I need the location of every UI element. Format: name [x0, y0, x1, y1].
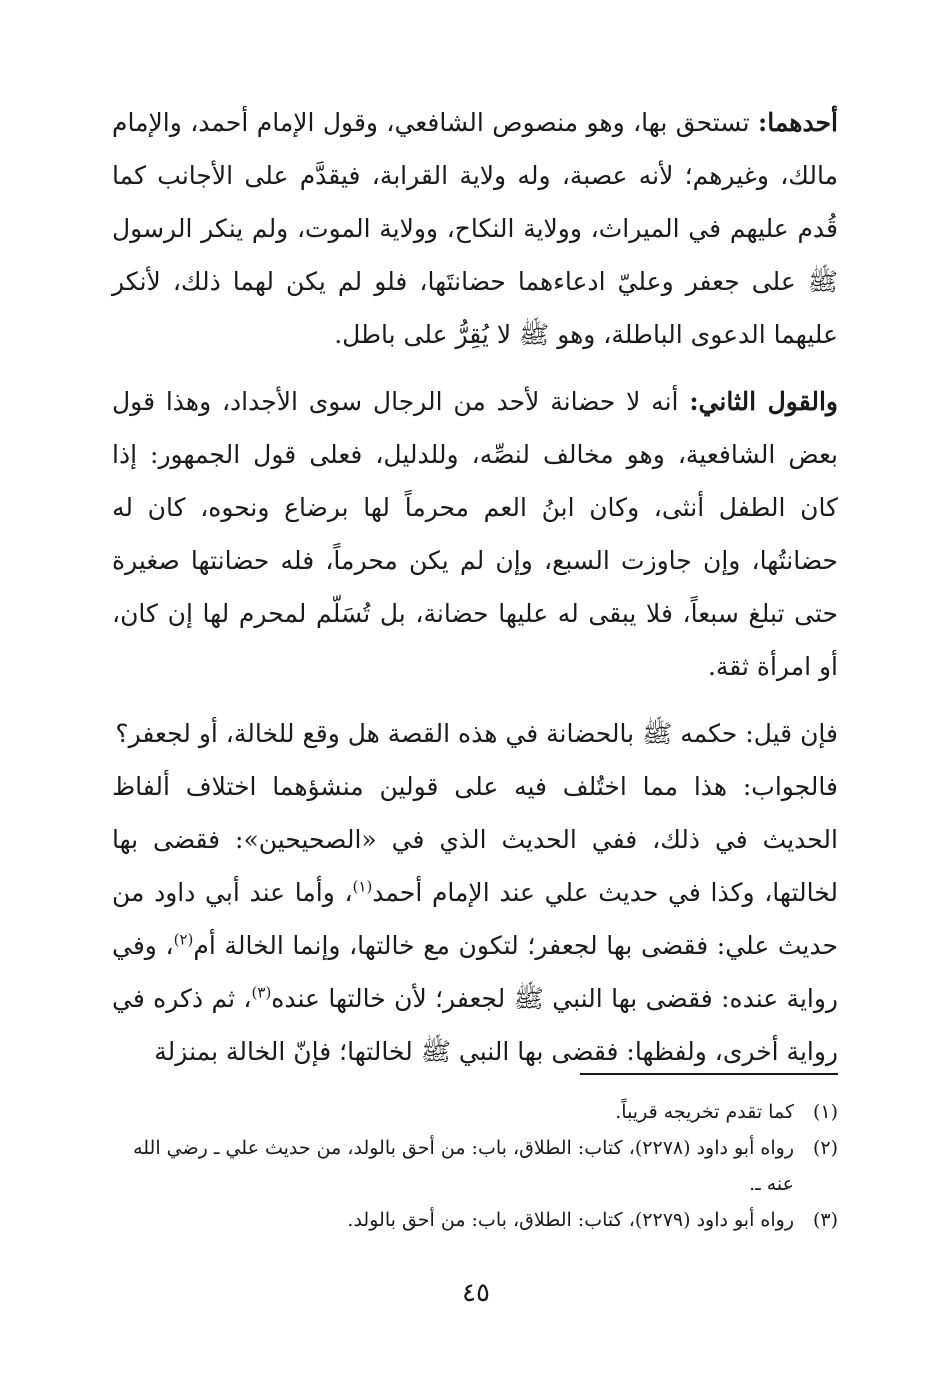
- paragraph-text: فإن قيل: حكمه ﷺ بالحضانة في هذه القصة هل وقع للخالة، أو لجعفر؟: [115, 719, 838, 748]
- footnote-text: رواه أبو داود (٢٢٧٨)، كتاب: الطلاق، باب: من أحق بالولد، من حديث علي ـ رضي الله عنه ـ.: [133, 1137, 794, 1195]
- answer-text-4: ، ثم ذكره في رواية أخرى، ولفظها: فقضى بها النبي ﷺ لخالتها؛ فإنّ الخالة بمنزلة: [112, 984, 838, 1066]
- footnote-text: كما تقدم تخريجه قريباً.: [615, 1101, 794, 1123]
- paragraph-question: [112, 707, 838, 760]
- footnote-text: رواه أبو داود (٢٢٧٩)، كتاب: الطلاق، باب: من أحق بالولد.: [347, 1209, 794, 1231]
- footnote-divider: [580, 1073, 838, 1075]
- footnote-item: [112, 1094, 838, 1130]
- footnote-number: (٣): [812, 1209, 838, 1231]
- footnote-ref-2[interactable]: (٢): [173, 930, 194, 949]
- paragraph-first-opinion: [112, 96, 838, 361]
- page-number: ٤٥: [462, 1278, 490, 1308]
- paragraph-lead: والقول الثاني:: [689, 387, 838, 416]
- footnote-number: (٢): [812, 1137, 838, 1159]
- paragraph-lead: أحدهما:: [757, 108, 838, 137]
- footnote-item: [112, 1130, 838, 1202]
- paragraph-text: أنه لا حضانة لأحد من الرجال سوى الأجداد، وهذا قول بعض الشافعية، وهو مخالف لنصِّه، وللدليل، فعلى قول الجمهور: إذا كان الطفل أنثى، وكان ابنُ العم محرماً لها برضاع ونحوه، كان له حضانتُها، وإن جاوزت السبع، وإن لم يكن محرماً، فله حضانتها صغيرة حتى تبلغ سبعاً، فلا يبقى له عليها حضانة، بل تُسَلّم لمحرم لها إن كان، أو امرأة ثقة.: [112, 387, 838, 681]
- footnotes: [112, 1094, 838, 1238]
- answer-text-3: ، وفي رواية عنده: فقضى بها النبي ﷺ لجعفر؛ لأن خالتها عنده: [112, 931, 838, 1013]
- paragraph-second-opinion: [112, 375, 838, 693]
- footnote-ref-3[interactable]: (٣): [251, 983, 272, 1002]
- answer-text-2: ، وأما عند أبي داود من حديث علي: فقضى بها لجعفر؛ لتكون مع خالتها، وإنما الخالة أم: [112, 878, 838, 960]
- answer-text-1: فالجواب: هذا مما اختُلف فيه على قولين منشؤهما اختلاف ألفاظ الحديث في ذلك، ففي الحديث الذي في «الصحيحين»: فقضى بها لخالتها، وكذا في حديث علي عند الإمام أحمد: [112, 772, 838, 907]
- paragraph-text: تستحق بها، وهو منصوص الشافعي، وقول الإمام أحمد، والإمام مالك، وغيرهم؛ لأنه عصبة، وله ولاية القرابة، فيقدَّم على الأجانب كما قُدم عليهم في الميراث، وولاية النكاح، وولاية الموت، ولم ينكر الرسول ﷺ على جعفر وعليّ ادعاءهما حضانتَها، فلو لم يكن لهما ذلك، لأنكر عليهما الدعوى الباطلة، وهو ﷺ لا يُقِرُّ على باطل.: [112, 108, 838, 349]
- footnote-item: [112, 1202, 838, 1238]
- footnote-number: (١): [812, 1101, 838, 1123]
- main-text: [112, 96, 838, 1078]
- paragraph-answer: [112, 760, 838, 1078]
- footnote-ref-1[interactable]: (١): [352, 877, 373, 896]
